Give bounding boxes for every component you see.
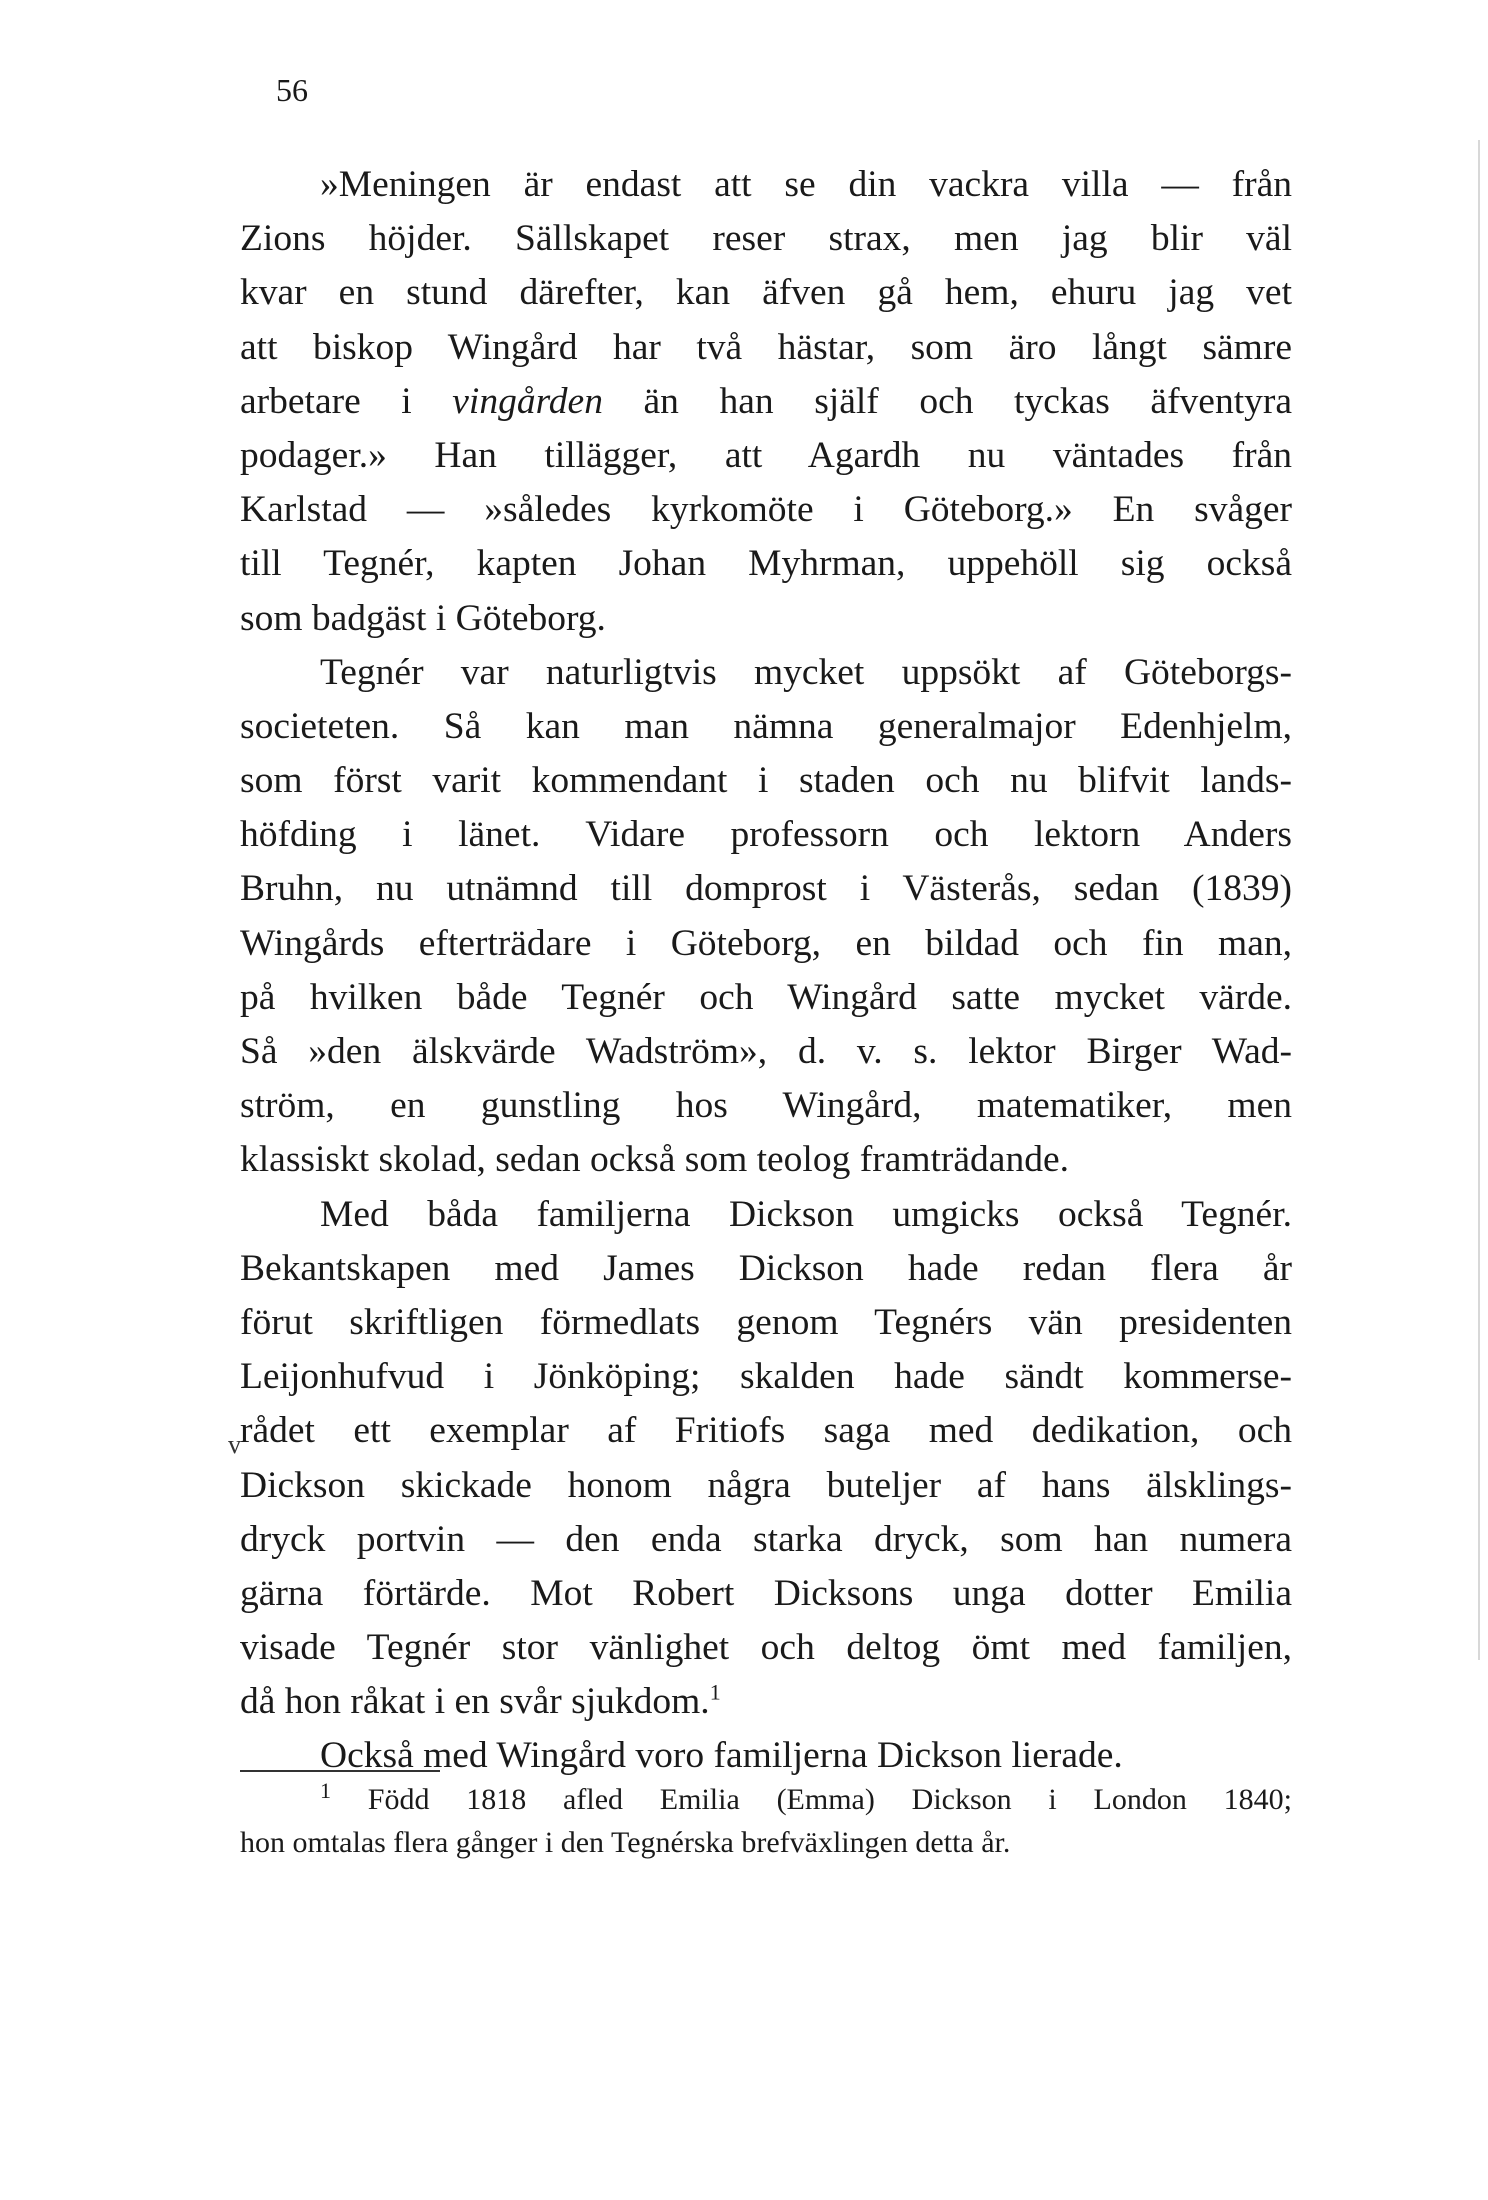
text-line: podager.» Han tillägger, att Agardh nu väntades från [240, 434, 1292, 476]
text-line: Så »den älskvärde Wadström», d. v. s. lektor Birger Wad- [240, 1031, 1292, 1072]
text-line: rådet ett exemplar af Fritiofs saga med dedikation, och [240, 1410, 1292, 1452]
text-line: Wingårds efterträdare i Göteborg, en bildad och fin man, [240, 922, 1292, 964]
text-line: Också med Wingård voro familjerna Dickson lierade. [320, 1735, 1123, 1777]
text-line: Karlstad — »således kyrkomöte i Göteborg.» En svåger [240, 489, 1292, 531]
text-line: att biskop Wingård har två hästar, som äro långt sämre [240, 326, 1292, 368]
text-line: Dickson skickade honom några buteljer af hans älsklings- [240, 1464, 1292, 1506]
body-text [240, 158, 1292, 1784]
text-segment: än han själf och tyckas äfventyra [602, 380, 1292, 422]
text-line: gärna förtärde. Mot Robert Dicksons unga dotter Emilia [240, 1572, 1292, 1614]
text-line: »Meningen är endast att se din vackra villa — från [320, 164, 1292, 205]
text-line: höfding i länet. Vidare professorn och lektorn Anders [240, 814, 1292, 856]
text-line: Med båda familjerna Dickson umgicks också Tegnér. [320, 1193, 1292, 1235]
text-line [240, 375, 1292, 429]
footnote-divider [240, 1770, 440, 1772]
text-line: klassiskt skolad, sedan också som teolog framträdande. [240, 1139, 1069, 1181]
text-segment: Född 1818 afled Emilia (Emma) Dickson i London 1840; [367, 1783, 1292, 1816]
italic-word: vingården [452, 380, 603, 422]
text-line: på hvilken både Tegnér och Wingård satte mycket värde. [240, 976, 1292, 1018]
text-line: Bekantskapen med James Dickson hade redan flera år [240, 1247, 1292, 1289]
text-line [240, 1675, 1292, 1729]
footnote-line [240, 1778, 1292, 1821]
text-line: som badgäst i Göteborg. [240, 597, 606, 639]
text-line: Zions höjder. Sällskapet reser strax, men jag blir väl [240, 218, 1292, 260]
footnote-marker: 1 [320, 1778, 331, 1803]
footnote-line: hon omtalas flera gånger i den Tegnérska brefväxlingen detta år. [240, 1826, 1011, 1859]
footnotes [240, 1778, 1292, 1864]
text-line: Leijonhufvud i Jönköping; skalden hade sändt kommerse- [240, 1356, 1292, 1398]
text-line: Bruhn, nu utnämnd till domprost i Västerås, sedan (1839) [240, 868, 1292, 910]
text-line: dryck portvin — den enda starka dryck, som han numera [240, 1518, 1292, 1560]
text-line: som först varit kommendant i staden och nu blifvit lands- [240, 760, 1292, 802]
margin-mark: v [228, 1430, 241, 1459]
text-line: ström, en gunstling hos Wingård, matematiker, men [240, 1085, 1292, 1127]
text-line: kvar en stund därefter, kan äfven gå hem, ehuru jag vet [240, 272, 1292, 314]
text-line: societeten. Så kan man nämna generalmajor Edenhjelm, [240, 705, 1292, 747]
text-line: till Tegnér, kapten Johan Myhrman, uppehöll sig också [240, 543, 1292, 585]
footnote-reference[interactable]: 1 [709, 1679, 721, 1705]
text-segment: arbetare i [240, 380, 453, 422]
page-number: 56 [276, 72, 308, 108]
text-line: visade Tegnér stor vänlighet och deltog ömt med familjen, [240, 1627, 1292, 1669]
text-line: Tegnér var naturligtvis mycket uppsökt af Göteborgs- [320, 651, 1292, 693]
text-line: förut skriftligen förmedlats genom Tegnérs vän presidenten [240, 1301, 1292, 1343]
text-segment: då hon råkat i en svår sjukdom. [240, 1681, 710, 1723]
page-edge-line [1478, 140, 1480, 1660]
